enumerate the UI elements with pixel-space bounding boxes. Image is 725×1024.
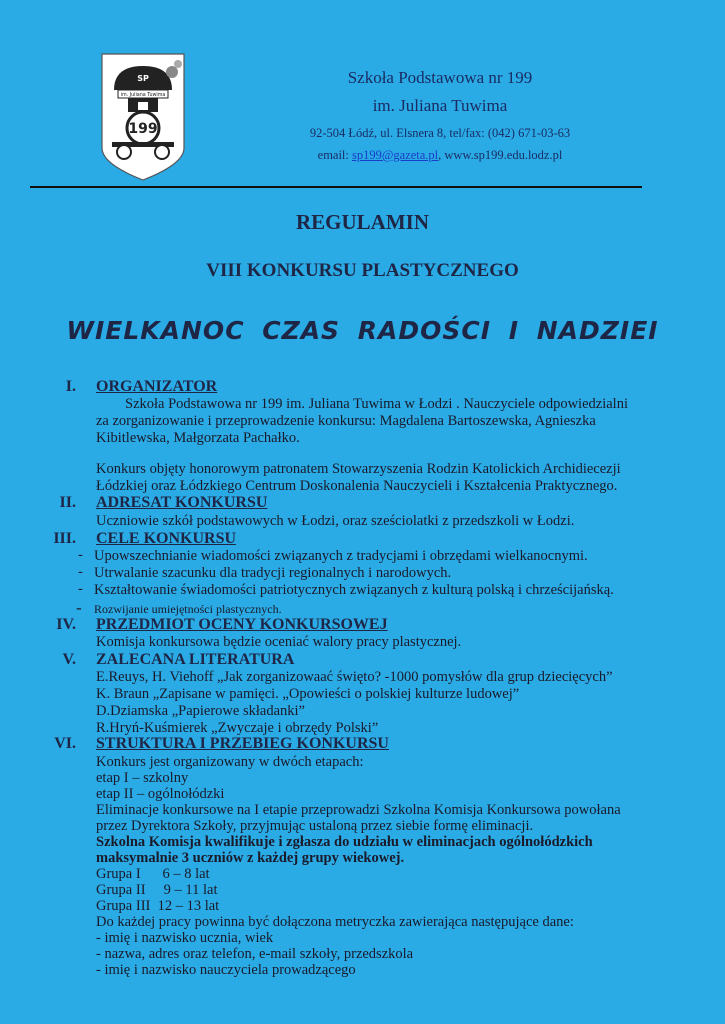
literature-item: K. Braun „Zapisane w pamięci. „Opowieści o polskiej kulturze ludowej” (96, 686, 520, 702)
email-link[interactable]: sp199@gazeta.pl (352, 148, 439, 162)
literature-item: D.Dziamska „Papierowe składanki” (96, 703, 305, 719)
header-divider (30, 186, 642, 188)
logo-top-text: SP (137, 74, 149, 83)
section-1-line: Łódzkiej oraz Łódzkiego Centrum Doskonalenia Nauczycieli i Kształcenia Praktycznego. (96, 478, 618, 494)
section-1-line: Konkurs objęty honorowym patronatem Stowarzyszenia Rodzin Katolickich Archidiecezji (96, 461, 621, 477)
section-1-line: Kibitlewska, Małgorzata Pachałko. (96, 430, 300, 446)
section-2-number: II. (59, 494, 76, 511)
school-logo (100, 52, 186, 182)
section-1-line: za zorganizowanie i przeprowadzenie konkursu: Magdalena Bartoszewska, Agnieszka (96, 413, 596, 429)
section-3-number: III. (53, 530, 76, 547)
section-6-line: etap I – szkolny (96, 770, 189, 786)
document-subtitle: VIII KONKURSU PLASTYCZNEGO (206, 260, 519, 281)
document-title: REGULAMIN (295, 210, 429, 234)
metrics-item: - imię i nazwisko nauczyciela prowadzącego (96, 962, 356, 978)
email-label: email: (317, 148, 353, 162)
section-6-line: Eliminacje konkursowe na I etapie przeprowadzi Szkolna Komisja Konkursowa powołana (96, 802, 621, 818)
section-6-line: Konkurs jest organizowany w dwóch etapach: (96, 754, 364, 770)
section-6-heading: STRUKTURA I PRZEBIEG KONKURSU (96, 735, 389, 752)
section-5-number: V. (62, 651, 76, 668)
bullet-dash: - (76, 598, 82, 617)
school-name: Szkoła Podstawowa nr 199 (347, 68, 533, 87)
section-6-line-bold: maksymalnie 3 uczniów z każdej grupy wiekowej. (96, 850, 405, 866)
section-3-heading: CELE KONKURSU (96, 530, 237, 547)
section-1-heading: ORGANIZATOR (96, 378, 218, 395)
section-4-line: Komisja konkursowa będzie oceniać walory pracy plastycznej. (96, 634, 462, 650)
school-contact (270, 148, 610, 163)
age-group: Grupa III 12 – 13 lat (96, 898, 220, 914)
goal-item: Kształtowanie świadomości patriotycznych związanych z kulturą polską i chrześcijańską. (94, 582, 614, 598)
section-6-line: Do każdej pracy powinna być dołączona metryczka zawierająca następujące dane: (96, 914, 574, 930)
age-group: Grupa I 6 – 8 lat (96, 866, 210, 882)
logo-number: 199 (128, 121, 158, 137)
literature-item: R.Hryń-Kuśmierek „Zwyczaje i obrzędy Polski” (96, 720, 379, 736)
bullet-dash: - (78, 581, 83, 597)
school-address: 92-504 Łódź, ul. Elsnera 8, tel/fax: (042) 671-03-63 (309, 126, 571, 140)
section-6-line: etap II – ogólnołódzki (96, 786, 225, 802)
section-6-number: VI. (54, 735, 76, 752)
section-1-line: Szkoła Podstawowa nr 199 im. Juliana Tuwima w Łodzi . Nauczyciele odpowiedzialni (125, 396, 628, 412)
goal-item: Upowszechnianie wiadomości związanych z tradycjami i obrzędami wielkanocnymi. (94, 548, 588, 564)
section-4-heading: PRZEDMIOT OCENY KONKURSOWEJ (96, 616, 388, 633)
website-text: , www.sp199.edu.lodz.pl (438, 148, 563, 162)
section-4-number: IV. (56, 616, 76, 633)
logo-patron-text: im. Juliana Tuwima (120, 93, 166, 98)
literature-item: E.Reuys, H. Viehoff „Jak zorganizowaać święto? -1000 pomysłów dla grup dziecięcych” (96, 669, 613, 685)
bullet-dash: - (78, 564, 83, 580)
goal-item: Utrwalanie szacunku dla tradycji regionalnych i narodowych. (94, 565, 452, 581)
section-5-heading: ZALECANA LITERATURA (96, 651, 295, 668)
age-group: Grupa II 9 – 11 lat (96, 882, 218, 898)
section-1-number: I. (65, 378, 76, 395)
contest-name: WIELKANOC CZAS RADOŚCI I NADZIEI (66, 316, 659, 345)
goal-item: Rozwijanie umiejętności plastycznych. (94, 602, 282, 616)
bullet-dash: - (78, 547, 83, 563)
section-6-line-bold: Szkolna Komisja kwalifikuje i zgłasza do udziału w eliminacjach ogólnołódzkich (96, 834, 593, 850)
section-2-heading: ADRESAT KONKURSU (96, 494, 268, 511)
section-2-line: Uczniowie szkół podstawowych w Łodzi, oraz sześciolatki z przedszkoli w Łodzi. (96, 513, 575, 529)
section-6-line: przez Dyrektora Szkoły, przyjmując ustaloną przez siebie formę eliminacji. (96, 818, 534, 834)
school-patron: im. Juliana Tuwima (372, 96, 508, 115)
metrics-item: - imię i nazwisko ucznia, wiek (96, 930, 274, 946)
metrics-item: - nazwa, adres oraz telefon, e-mail szkoły, przedszkola (96, 946, 414, 962)
